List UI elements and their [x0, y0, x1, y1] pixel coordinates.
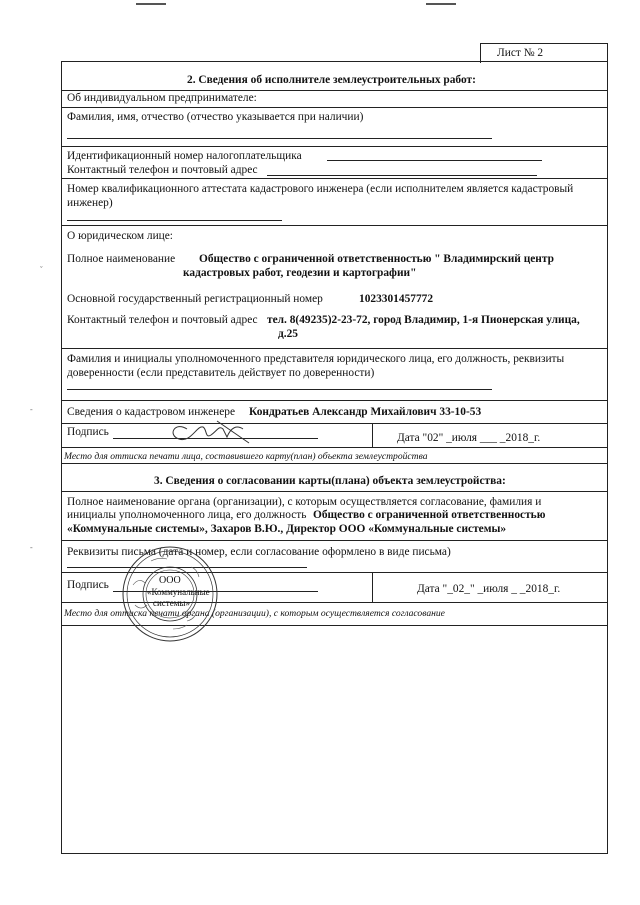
contact-label: Контактный телефон и почтовый адрес: [67, 164, 258, 176]
org-text-1: Полное наименование органа (организации), с которым осуществляется согласование, фамилия и: [67, 496, 542, 508]
engineer-value: Кондратьев Александр Михайлович 33-10-53: [249, 406, 482, 418]
signature-cell-divider-2: [372, 423, 373, 447]
signature-mark: [157, 417, 267, 447]
representative-line: [67, 389, 492, 390]
date-2: Дата "02" _июля ___ _2018_г.: [397, 432, 541, 444]
margin-mark-1: ˇ: [40, 265, 43, 274]
engineer-label: Сведения о кадастровом инженере: [67, 406, 236, 418]
org-value-1: Общество с ограниченной ответственностью: [313, 509, 546, 521]
fio-label: Фамилия, имя, отчество (отчество указывается при наличии): [67, 111, 364, 123]
full-name-value-2: кадастровых работ, геодезии и картографии": [183, 267, 417, 279]
margin-mark-2: ‐: [30, 405, 33, 414]
organization-stamp: [121, 545, 219, 643]
full-name-label: Полное наименование: [67, 253, 176, 265]
full-name-value-1: Общество с ограниченной ответственностью " Владимирский центр: [199, 253, 554, 265]
form-frame: [61, 61, 608, 854]
org-text-2: инициалы уполномоченного лица, его должность: [67, 509, 307, 521]
ogrn-label: Основной государственный регистрационный номер: [67, 293, 323, 305]
top-mark-left: [136, 3, 166, 5]
signature-label-2: Подпись: [67, 426, 109, 438]
stamp-center-2: «Коммунальные: [147, 587, 210, 597]
margin-mark-3: ‐: [30, 543, 33, 552]
letter-label: Реквизиты письма (дата и номер, если согласование оформлено в виде письма): [67, 546, 451, 558]
date-3: Дата "_02_" _июля _ _2018_г.: [417, 583, 561, 595]
sheet-number-box: [480, 43, 608, 63]
individual-header: Об индивидуальном предпринимателе:: [67, 92, 257, 104]
signature-cell-divider-3: [372, 572, 373, 602]
stamp-center-1: ООО: [159, 575, 181, 586]
section3-title: 3. Сведения о согласовании карты(плана) объекта землеустройства:: [154, 475, 506, 487]
cert-line: [67, 220, 282, 221]
org-value-2: «Коммунальные системы», Захаров В.Ю., Директор ООО «Коммунальные системы»: [67, 523, 507, 535]
legal-header: О юридическом лице:: [67, 230, 173, 242]
seal-note-2: Место для оттиска печати лица, составившего карту(план) объекта землеустройства: [64, 451, 428, 462]
stamp-center-3: системы»: [153, 598, 190, 608]
inn-label: Идентификационный номер налогоплательщика: [67, 150, 302, 162]
section2-title: 2. Сведения об исполнителе землеустроительных работ:: [187, 74, 476, 86]
cert-label: Номер квалификационного аттестата кадастрового инженера (если исполнителем является кадастровый инженер): [67, 183, 574, 209]
legal-contact-value-2: д.25: [278, 328, 299, 340]
ogrn-value: 1023301457772: [359, 293, 434, 305]
legal-contact-label: Контактный телефон и почтовый адрес: [67, 314, 258, 326]
seal-note-3: Место для оттиска печати органа (организации), с которым осуществляется согласование: [64, 608, 445, 619]
legal-contact-value-1: тел. 8(49235)2-23-72, город Владимир, 1-я Пионерская улица,: [267, 314, 580, 326]
top-mark-right: [426, 3, 456, 5]
sheet-number: Лист № 2: [497, 47, 544, 59]
contact-line: [267, 175, 537, 176]
fio-line: [67, 138, 492, 139]
inn-line: [327, 160, 542, 161]
signature-label-3: Подпись: [67, 579, 109, 591]
representative-label: Фамилия и инициалы уполномоченного представителя юридического лица, его должность, реквизиты доверенности (если представитель действует по доверенности): [67, 353, 565, 379]
